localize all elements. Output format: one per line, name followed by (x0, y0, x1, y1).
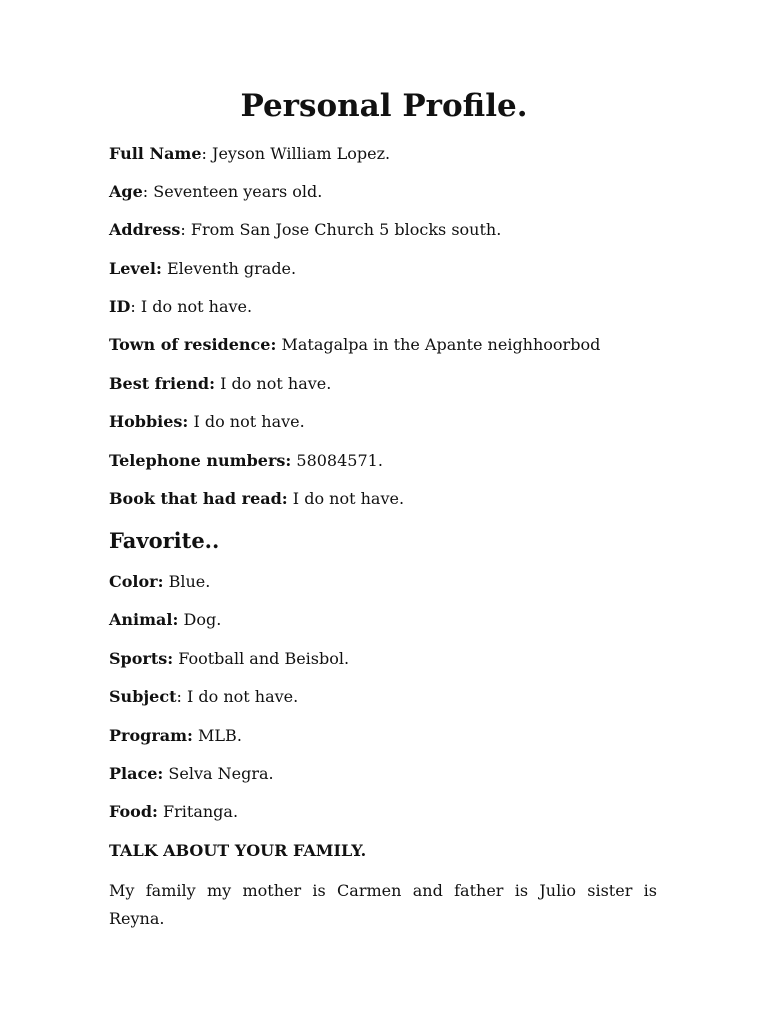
field-book-read (109, 488, 404, 510)
field-label: Full Name (109, 144, 202, 163)
favorite-heading: Favorite.. (109, 528, 220, 553)
field-label: Sports: (109, 649, 174, 668)
field-value: I do not have. (193, 412, 305, 431)
field-level (109, 258, 296, 280)
favorite-subject (109, 686, 298, 708)
field-label: Level: (109, 259, 162, 278)
favorite-sports (109, 648, 349, 670)
field-value: Dog. (183, 610, 222, 629)
favorite-food (109, 801, 238, 823)
field-full-name (109, 143, 390, 165)
field-separator: : (176, 687, 187, 706)
field-value: Blue. (168, 572, 211, 591)
favorite-color (109, 571, 210, 593)
field-separator: : (142, 182, 154, 201)
field-address (109, 219, 501, 241)
page-title: Personal Profile. (240, 88, 528, 124)
field-label: Program: (109, 726, 193, 745)
family-heading: TALK ABOUT YOUR FAMILY. (109, 841, 367, 860)
field-label: Subject (109, 687, 177, 706)
field-value: I do not have. (140, 297, 253, 316)
field-value: Football and Beisbol. (178, 649, 350, 668)
field-age (109, 181, 322, 203)
field-label: ID (109, 297, 131, 316)
field-value: From San Jose Church 5 blocks south. (190, 220, 502, 239)
field-label: Best friend: (109, 374, 215, 393)
field-label: Town of residence: (109, 335, 277, 354)
field-value: Seventeen years old. (153, 182, 323, 201)
field-value: Matagalpa in the Apante neighhoorbod (281, 335, 601, 354)
field-label: Age (109, 182, 143, 201)
field-value: I do not have. (186, 687, 299, 706)
favorite-program (109, 725, 242, 747)
field-value: Eleventh grade. (166, 259, 297, 278)
field-label: Animal: (109, 610, 179, 629)
favorite-animal (109, 609, 221, 631)
field-town-of-residence (109, 334, 600, 356)
field-label: Color: (109, 572, 164, 591)
field-label: Food: (109, 802, 158, 821)
field-value: Fritanga. (163, 802, 239, 821)
field-label: Place: (109, 764, 164, 783)
field-id (109, 296, 252, 318)
field-label: Book that had read: (109, 489, 288, 508)
field-label: Telephone numbers: (109, 451, 292, 470)
field-separator: : (201, 144, 213, 163)
favorite-place (109, 763, 274, 785)
field-value: Jeyson William Lopez. (212, 144, 391, 163)
field-value: MLB. (198, 726, 242, 745)
field-label: Address (109, 220, 181, 239)
field-telephone-numbers (109, 450, 383, 472)
field-value: Selva Negra. (168, 764, 274, 783)
field-hobbies (109, 411, 305, 433)
field-best-friend (109, 373, 331, 395)
field-value: I do not have. (220, 374, 332, 393)
field-value: I do not have. (292, 489, 405, 508)
family-paragraph: My family my mother is Carmen and father is Julio sister is Reyna. (109, 881, 657, 928)
field-separator: : (180, 220, 191, 239)
field-separator: : (130, 297, 141, 316)
field-label: Hobbies: (109, 412, 189, 431)
field-value: 58084571. (296, 451, 383, 470)
